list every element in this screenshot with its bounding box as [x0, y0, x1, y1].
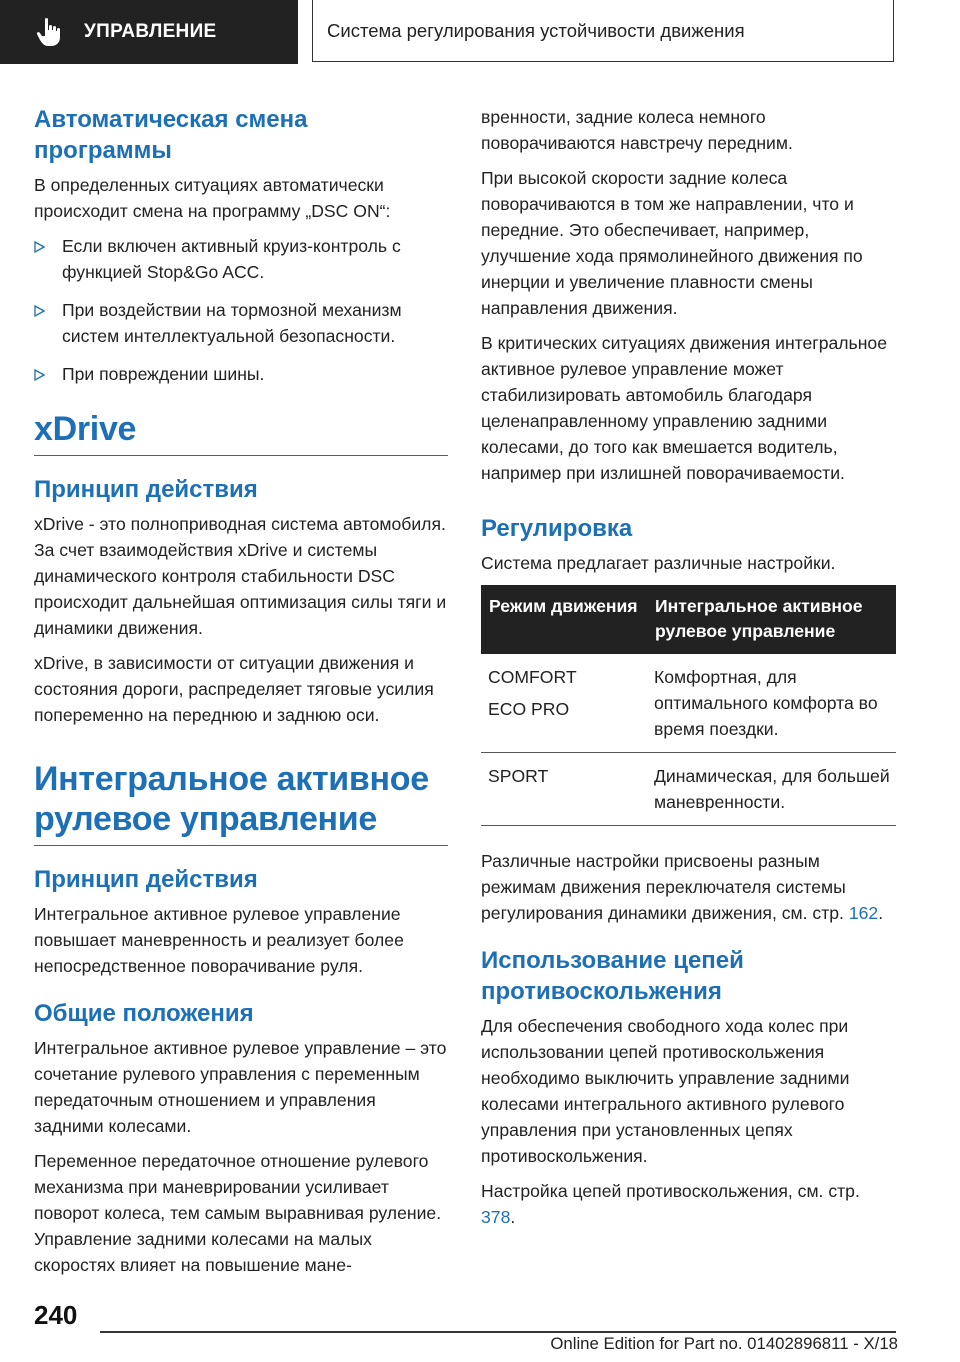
adjust-after-body: Различные настройки присвоены разным режимам движения переключателя системы регулирования динамики движения, см. стр. — [481, 851, 846, 923]
table-cell-desc: Динамическая, для большей маневренности. — [647, 753, 896, 826]
adjust-intro: Система предлагает различные настройки. — [481, 553, 836, 573]
xdrive-paragraph-1: xDrive - это полноприводная система автомобиля. За счет взаимодействия xDrive и системы динамического контроля стабильности DSC происходит дальнейшая оптимизация силы тяги и динамики движения. — [34, 514, 447, 638]
triangle-bullet-icon — [34, 241, 45, 253]
page-header — [0, 0, 960, 64]
xdrive-paragraph-2: xDrive, в зависимости от ситуации движения и состояния дороги, распределяет тяговые усилия попеременно на переднюю и заднюю оси. — [34, 653, 434, 725]
list-item — [34, 297, 448, 349]
chains-p2-body: Настройка цепей противоскольжения, см. стр. — [481, 1181, 860, 1201]
table-header-mode: Режим движения — [481, 585, 647, 654]
chains-paragraph-2 — [481, 1178, 896, 1230]
list-item — [34, 361, 448, 387]
adjust-heading: Регулировка — [481, 515, 633, 542]
chapter-title: Система регулирования устойчивости движения — [312, 0, 894, 62]
table-row — [481, 753, 896, 826]
adjust-after-end: . — [878, 903, 884, 923]
footer-divider — [100, 1331, 896, 1333]
chains-heading: Использование цепей противоскольжения — [481, 947, 744, 1005]
right-paragraph-1: вренности, задние колеса немного поворачиваются навстречу передним. — [481, 107, 793, 153]
right-paragraph-2: При высокой скорости задние колеса поворачиваются в том же направлении, что и передние. Это обеспечивает, например, улучшение хода прямолинейного движения по инерции и увеличение плавности смены направления движения. — [481, 168, 863, 318]
table-cell-desc: Комфортная, для оптимального комфорта во время поездки. — [647, 654, 896, 753]
xdrive-title: xDrive — [34, 410, 137, 448]
general-heading: Общие положения — [34, 1000, 254, 1027]
triangle-bullet-icon — [34, 369, 45, 381]
table-header-row — [481, 585, 896, 654]
list-item — [34, 233, 448, 285]
right-paragraph-3: В критических ситуациях движения интегральное активное рулевое управление может стабилизировать автомобиль благодаря целенаправленному управлению задними колесами, до того как вмешается водитель, например при излишней поворачиваемости. — [481, 333, 888, 483]
auto-change-intro: В определенных ситуациях автоматически происходит смена на программу „DSC ON“: — [34, 175, 391, 221]
page-number: 240 — [34, 1300, 78, 1330]
hand-pointer-icon — [36, 17, 64, 47]
steering-title-block — [34, 759, 448, 846]
list-item-text: Если включен активный круиз-контроль с функцией Stop&Go ACC. — [62, 236, 401, 282]
table-header-steering: Интегральное активное рулевое управление — [647, 585, 896, 654]
page-link-162[interactable]: 162 — [848, 903, 879, 923]
table-cell-mode — [481, 753, 647, 826]
table-row — [481, 654, 896, 753]
xdrive-title-block — [34, 409, 448, 456]
left-column — [34, 104, 448, 1287]
section-tab-label: УПРАВЛЕНИЕ — [84, 21, 217, 42]
page-link-378[interactable]: 378 — [481, 1207, 511, 1227]
auto-change-list — [34, 233, 448, 387]
chains-paragraph-1: Для обеспечения свободного хода колес при использовании цепей противоскольжения необходимо выключить управление задними колесами интегрального активного рулевого управления при установленных цепях противоскольжения. — [481, 1016, 850, 1166]
steering-paragraph-3: Переменное передаточное отношение рулевого механизма при маневрировании усиливает поворот колеса, тем самым выравнивая руление. Управление задними колесами на малых скоростях влияет на повышение мане- — [34, 1151, 442, 1275]
steering-paragraph-2: Интегральное активное рулевое управление – это сочетание рулевого управления с переменным передаточным отношением и управления задними колесами. — [34, 1038, 447, 1136]
auto-change-heading: Автоматическая смена программы — [34, 106, 308, 164]
mode-label: SPORT — [488, 766, 549, 786]
adjust-after-text — [481, 848, 896, 926]
list-item-text: При воздействии на тормозной механизм систем интеллектуальной безопасности. — [62, 300, 402, 346]
mode-label: ECO PRO — [488, 699, 570, 719]
chains-p2-end: . — [510, 1207, 516, 1227]
steering-principle-heading: Принцип действия — [34, 866, 258, 893]
section-tab — [0, 0, 298, 64]
triangle-bullet-icon — [34, 305, 45, 317]
modes-table — [481, 585, 896, 826]
steering-title: Интегральное активное рулевое управление — [34, 760, 429, 838]
table-cell-mode — [481, 654, 647, 753]
xdrive-principle-heading: Принцип действия — [34, 476, 258, 503]
footer-edition: Online Edition for Part no. 01402896811 - X/18 — [550, 1334, 898, 1353]
list-item-text: При повреждении шины. — [62, 364, 265, 384]
mode-label: COMFORT — [488, 667, 577, 687]
right-column — [481, 104, 896, 1239]
steering-paragraph-1: Интегральное активное рулевое управление повышает маневренность и реализует более непосредственное поворачивание руля. — [34, 904, 404, 976]
